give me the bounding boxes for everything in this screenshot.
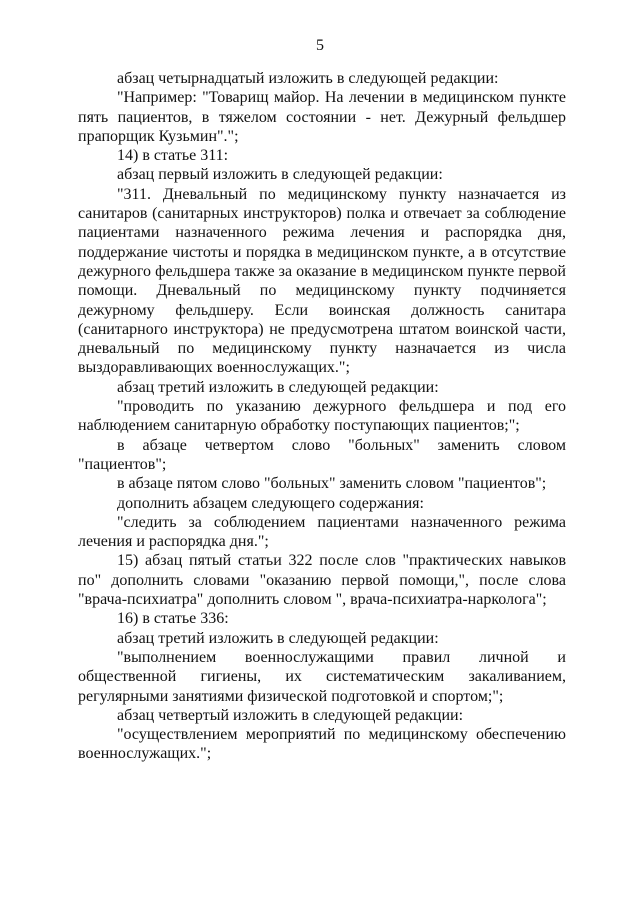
paragraph: 14) в статье 311:: [117, 147, 229, 165]
paragraph: дополнить абзацем следующего содержания:: [117, 494, 424, 512]
paragraph: абзац четвертый изложить в следующей редакции:: [117, 706, 464, 724]
page-number: 5: [316, 37, 324, 54]
paragraph: абзац третий изложить в следующей редакции:: [117, 378, 439, 396]
document-body: [78, 69, 566, 764]
paragraph: абзац третий изложить в следующей редакции:: [117, 629, 439, 647]
paragraph: в абзаце пятом слово "больных" заменить словом "пациентов";: [117, 475, 547, 493]
paragraph: абзац первый изложить в следующей редакции:: [117, 166, 443, 184]
paragraph: "осуществлением мероприятий по медицинскому обеспечению военнослужащих.";: [78, 726, 566, 763]
paragraph: абзац четырнадцатый изложить в следующей редакции:: [117, 70, 499, 87]
paragraph: "выполнением военнослужащими правил личной и общественной гигиены, их систематическим закаливанием, регулярными занятиями физической подготовкой и спортом;";: [78, 648, 566, 705]
paragraph: "проводить по указанию дежурного фельдшера и под его наблюдением санитарную обработку поступающих пациентов;";: [78, 398, 566, 435]
paragraph: 16) в статье 336:: [117, 610, 229, 628]
paragraph: "Например: "Товарищ майор. На лечении в медицинском пункте пять пациентов, в тяжелом состоянии - нет. Дежурный фельдшер прапорщик Кузьмин".";: [78, 89, 566, 145]
paragraph: в абзаце четвертом слово "больных" заменить словом "пациентов";: [78, 436, 566, 473]
paragraph: "следить за соблюдением пациентами назначенного режима лечения и распорядка дня.";: [78, 513, 566, 551]
paragraph: "311. Дневальный по медицинскому пункту назначается из санитаров (санитарных инструкторов) полка и отвечает за соблюдение пациентами назначенного режима лечения и распорядка дня, поддержание чистоты и порядка в медицинском пункте, а в отсутствие дежурного фельдшера также за оказание в медицинском пункте первой помощи. Дневальный по медицинскому пункту подчиняется дежурному фельдшеру. Если воинская должность санитара (санитарного инструктора) не предусмотрена штатом воинской части, дневальный по медицинскому пункту назначается из числа выздоравливающих военнослужащих.";: [78, 185, 566, 377]
paragraph: 15) абзац пятый статьи 322 после слов "практических навыков по" дополнить словами "оказанию первой помощи,", после слова "врача-психиатра" дополнить словом ", врача-психиатра-нарколога";: [78, 552, 566, 609]
